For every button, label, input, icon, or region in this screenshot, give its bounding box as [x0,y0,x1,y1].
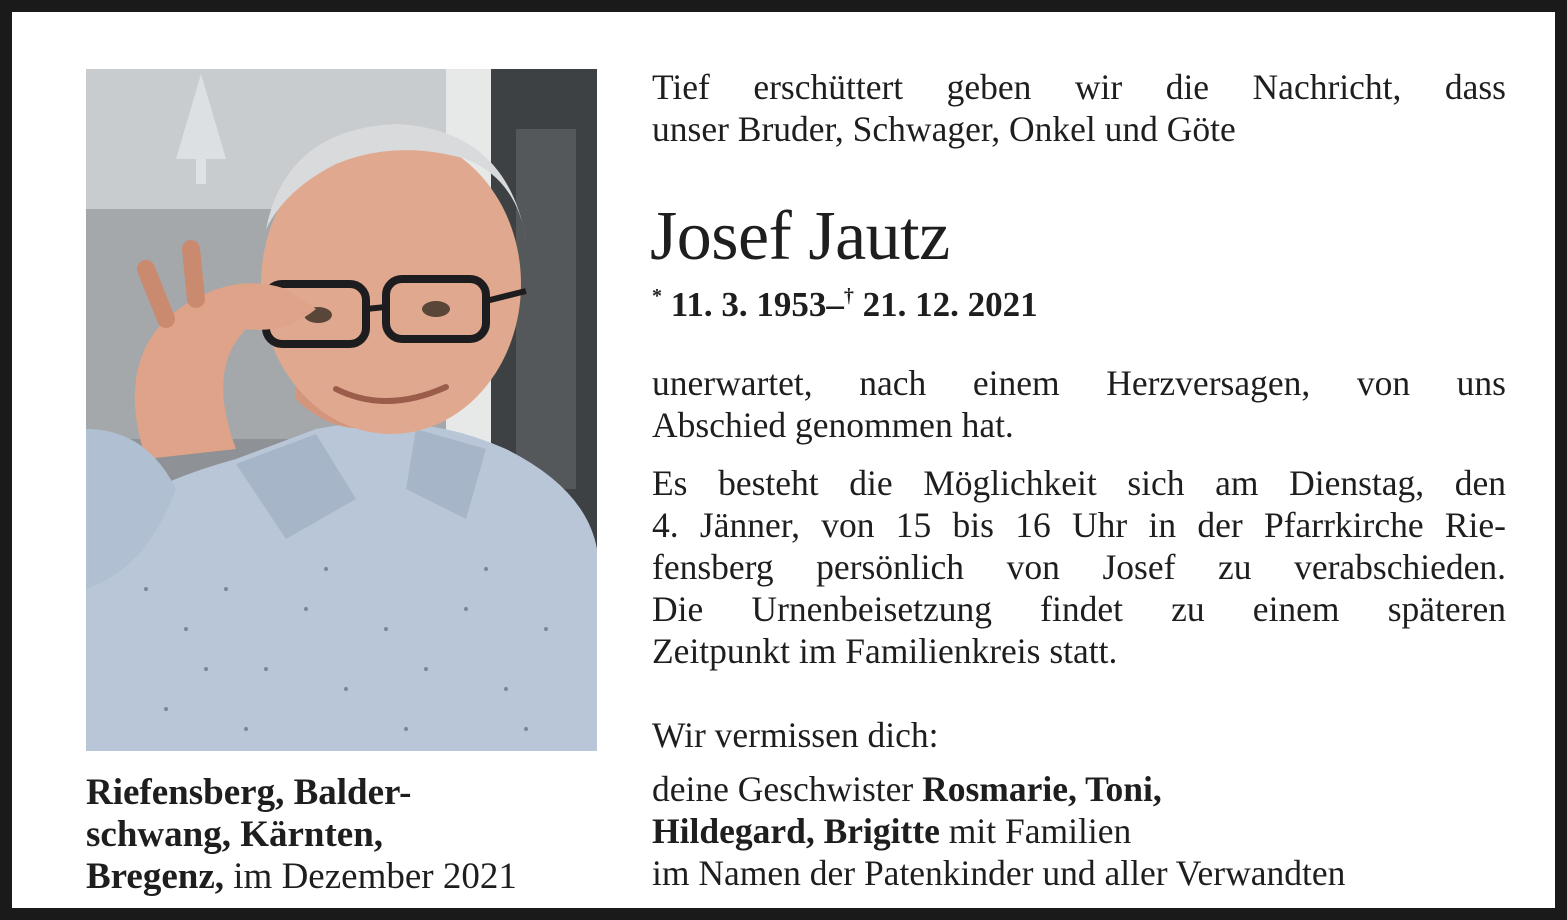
place-line-3 [86,856,606,898]
deceased-name: Josef Jautz [650,198,950,275]
p1-line-2: Abschied genommen hat. [652,405,1014,445]
p2-line-3: fensberg persönlich von Josef zu verabschieden. [652,547,1506,587]
p2-line-1: Es besteht die Möglichkeit sich am Dienstag, den [652,463,1506,503]
paragraph-announcement [652,362,1506,446]
place-line-1: Riefensberg, Balder- [86,772,412,813]
signature-suffix: mit Familien [939,811,1132,851]
closing-line: Wir vermissen dich: [652,715,939,755]
place-city: Bregenz, [86,856,225,897]
death-date: 21. 12. 2021 [862,285,1038,324]
death-symbol: † [843,285,854,307]
birth-date: 11. 3. 1953 [670,285,827,324]
signature-prefix: deine Geschwister [652,769,923,809]
p2-line-5: Zeitpunkt im Familienkreis statt. [652,631,1118,671]
place-line-2: schwang, Kärnten, [86,814,384,855]
p2-line-4: Die Urnenbeisetzung findet zu einem späteren [652,589,1506,629]
signature-line-2 [652,810,1506,852]
intro-line-1: Tief erschüttert geben wir die Nachricht, dass [652,67,1506,107]
signature-line-1 [652,768,1506,810]
intro-line-2: unser Bruder, Schwager, Onkel und Göte [652,109,1236,149]
place-date: im Dezember 2021 [224,856,517,897]
paragraph-farewell-info [652,462,1506,672]
date-separator: – [826,285,844,324]
signature-names-1: Rosmarie, Toni, [922,769,1162,809]
signatures [652,768,1506,894]
intro-text [652,66,1506,150]
p1-line-1: unerwartet, nach einem Herzversagen, von uns [652,363,1506,403]
signature-names-2: Hildegard, Brigitte [652,811,940,851]
p2-line-2: 4. Jänner, von 15 bis 16 Uhr in der Pfarrkirche Rie- [652,505,1506,545]
portrait-photo [86,69,597,751]
birth-symbol: * [652,285,662,307]
place-and-date [86,772,606,898]
signature-line-3: im Namen der Patenkinder und aller Verwandten [652,853,1346,893]
life-dates [652,274,1038,327]
